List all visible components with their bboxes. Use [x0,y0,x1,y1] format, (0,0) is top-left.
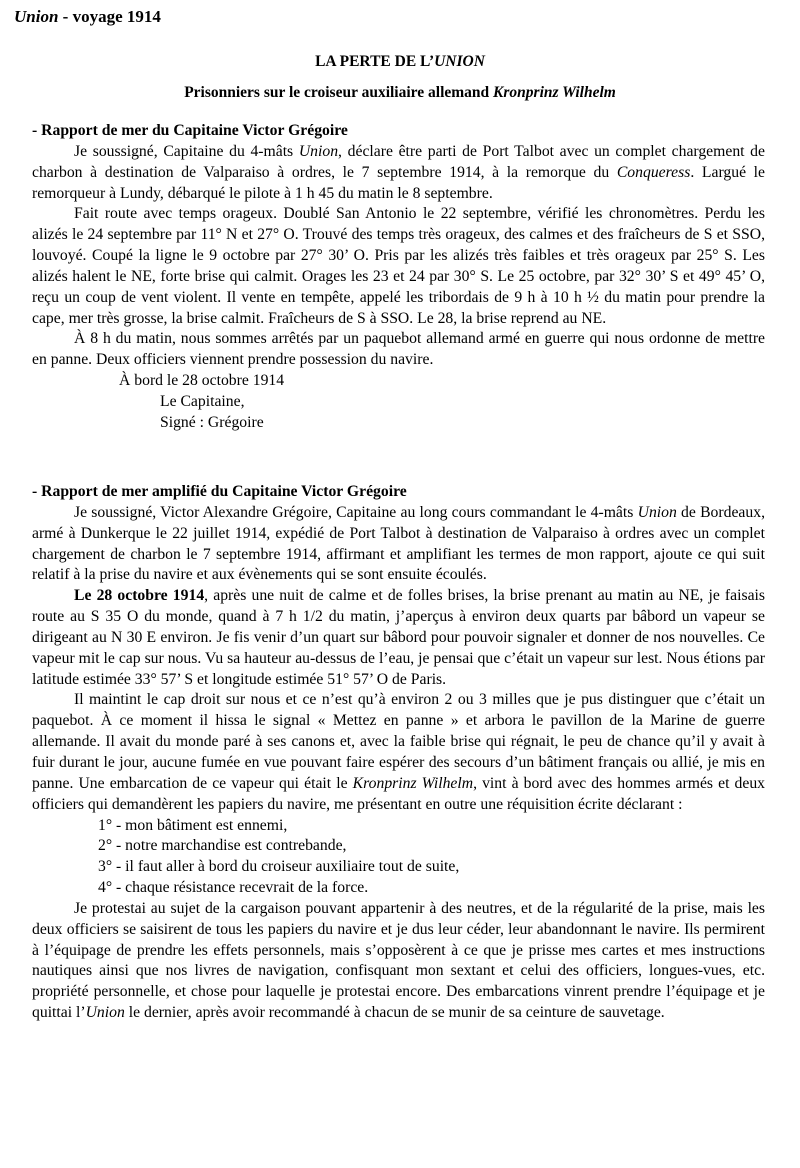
report-1-p1-text-a: Je soussigné, Capitaine du 4-mâts [74,142,299,160]
page-subtitle-text: Prisonniers sur le croiseur auxiliaire allemand [184,84,494,101]
report-2-paragraph-3 [32,690,765,815]
report-2-p4-ship: Union [85,1004,125,1022]
report-1-paragraph-3: À 8 h du matin, nous sommes arrêtés par un paquebot allemand armé en guerre qui nous ordonne de mettre en panne. Deux officiers viennent prendre possession du navire. [32,330,765,369]
report-2-p1-ship: Union [637,503,677,521]
running-header-ship: Union [14,7,59,26]
report-1-p1-ship: Union [298,142,339,160]
report-1-paragraph-1 [32,142,765,205]
page-title [0,52,800,72]
running-header-text: - voyage 1914 [58,7,161,26]
report-2-p3-ship: Kronprinz Wilhelm [352,774,474,792]
signature-name: Signé : Grégoire [160,413,264,431]
report-1-p1-tug: Conqueress [616,163,691,181]
requisition-item-4: 4° - chaque résistance recevrait de la force. [98,879,369,897]
report-1 [32,121,765,434]
page-subtitle [0,83,800,103]
report-2-paragraph-2 [32,586,765,690]
page-title-prefix: LA PERTE DE L’ [315,53,435,70]
signature-role: Le Capitaine, [160,392,245,410]
page-subtitle-ship: Kronprinz Wilhelm [493,84,616,101]
signature-place-date: À bord le 28 octobre 1914 [119,372,285,390]
report-2-paragraph-1 [32,503,765,586]
report-2-p3-text-a: Il maintint le cap droit sur nous et ce n’est qu’à environ 2 ou 3 milles que je pus distinguer que c’était un paquebot. À ce moment il hissa le signal « Mettez en panne » et arbora le pavillon de la Marine de guerre allemande. Il avait du monde paré à ses canons et, avec la faible brise qui régnait, le peu de chance qu’il y avait à fuir durant le jour, aucune fumée en vue pouvant faire espérer des secours d’un bâtiment français ou allié, je mis en panne. Une embarcation de ce vapeur qui était le [32,691,765,792]
page-title-ship: UNION [434,53,485,70]
report-1-paragraph-2: Fait route avec temps orageux. Doublé San Antonio le 22 septembre, vérifié les chronomètres. Perdu les alizés le 24 septembre par 11° N et 27° O. Trouvé des temps très orageux, des calmes et des fraîcheurs de S et SSO, louvoyé. Coupé la ligne le 9 octobre par 27° 30’ O. Pris par les alizés très faibles et très orageux par 25° S. Les alizés halent le NE, forte brise qui calmit. Orages les 23 et 24 par 30° S. Le 25 octobre, par 32° 30’ S et 49° 45’ O, reçu un coup de vent violent. Il vente en tempête, appelé les tribordais de 9 h à 10 h ½ du matin pour prendre la cape, mer très grosse, la brise calmit. Fraîcheurs de S à SSO. Le 28, la brise reprend au NE. [32,205,765,327]
report-2-p4-text-a: Je protestai au sujet de la cargaison pouvant appartenir à des neutres, et de la régularité de la prise, mais les deux officiers se saisirent de tous les papiers du navire et je dus leur céder, leur abandonnant le navire. Ils permirent à l’équipage de prendre les effets personnels, mais s’opposèrent à ce que je prisse mes cartes et mes instructions nautiques ainsi que nos livres de navigation, confisquant mon sextant et celui des officiers, longues-vues, etc. propriété personnelle, et chose pour laquelle je protestai encore. Des embarcations vinrent prendre l’équipage et je quittai l’ [32,899,765,1022]
report-2-p1-text-b: de Bordeaux, armé à Dunkerque le 22 juillet 1914, expédié de Port Talbot à destination de Valparaiso à ordres avec un complet chargement de charbon le 7 septembre 1914, affirmant et amplifiant les termes de mon rapport, ajoute ce qui suit relatif à la prise du navire et aux évènements qui se sont ensuite écoulés. [32,503,766,584]
report-2-p1-text-a: Je soussigné, Victor Alexandre Grégoire, Capitaine au long cours commandant le 4-mâts [74,503,638,521]
report-1-heading: - Rapport de mer du Capitaine Victor Grégoire [32,122,348,139]
report-2-heading: - Rapport de mer amplifié du Capitaine Victor Grégoire [32,483,407,500]
report-2-p2-date: Le 28 octobre 1914 [74,587,205,605]
running-header [14,6,161,28]
requisition-item-1: 1° - mon bâtiment est ennemi, [98,816,288,834]
report-2-p3-text-b: , vint à bord avec des hommes armés et deux officiers qui demandèrent les papiers du navire, me présentant en outre une réquisition écrite déclarant : [32,774,766,813]
report-2 [32,482,765,1024]
report-2-p4-text-b: le dernier, après avoir recommandé à chacun de se munir de sa ceinture de sauvetage. [124,1004,665,1022]
requisition-item-3: 3° - il faut aller à bord du croiseur auxiliaire tout de suite, [98,858,460,876]
report-2-paragraph-4 [32,899,765,1024]
report-1-p1-text-b: , déclare être parti de Port Talbot avec un complet chargement de charbon à destination de Valparaiso à ordres, le 7 septembre 1914, à la remorque du [32,142,765,181]
report-1-p1-text-c: . Largué le remorqueur à Lundy, débarqué le pilote à 1 h 45 du matin le 8 septembre. [32,163,765,202]
report-2-p2-text: , après une nuit de calme et de folles brises, la brise prenant au matin au NE, je faisais route au S 35 O du monde, quand à 7 h 1/2 du matin, j’aperçus à environ deux quarts par bâbord un vapeur se dirigeant au N 30 E environ. Je fis venir d’un quart sur bâbord pour pouvoir signaler et donner de nos nouvelles. Ce vapeur mit le cap sur nous. Vu sa hauteur au-dessus de l’eau, je pensai que c’était un vapeur sur lest. Nous étions par latitude estimée 33° 57’ S et longitude estimée 51° 57’ O de Paris. [32,587,766,688]
requisition-item-2: 2° - notre marchandise est contrebande, [98,837,347,855]
